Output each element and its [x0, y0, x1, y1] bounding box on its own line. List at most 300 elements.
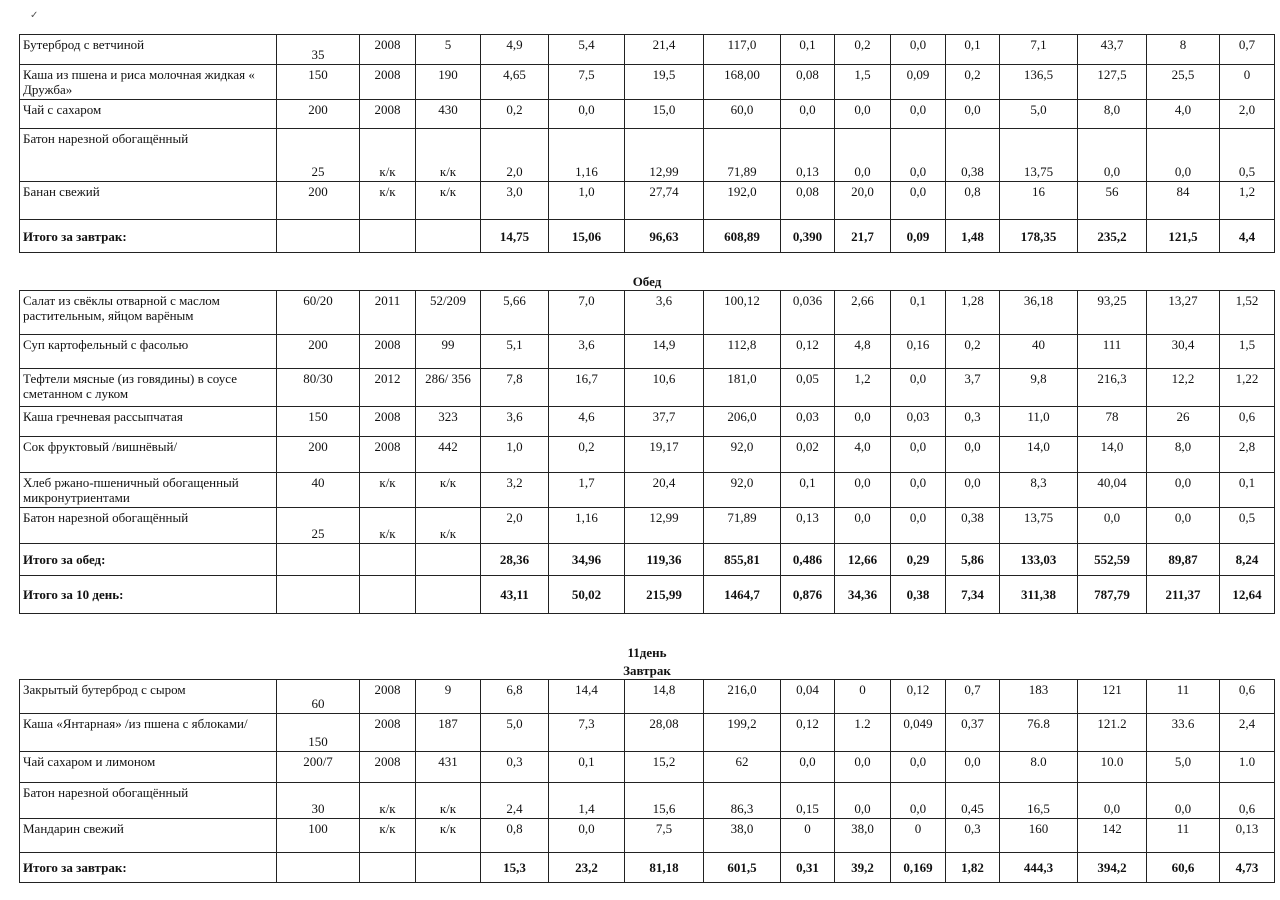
table-row: [20, 818, 1275, 852]
total-value: 8,24: [1220, 544, 1275, 576]
table-row: [20, 751, 1275, 782]
nutrient-value: 5,1: [481, 335, 549, 369]
empty-cell: [416, 576, 481, 614]
nutrient-value: 78: [1078, 407, 1147, 437]
total-label: Итого за завтрак:: [20, 220, 277, 253]
total-value: 81,18: [625, 852, 704, 882]
nutrient-value: 4,8: [835, 335, 891, 369]
nutrient-value: 38,0: [704, 818, 781, 852]
total-value: 608,89: [704, 220, 781, 253]
recipe-year: к/к: [360, 508, 416, 544]
total-label: Итого за завтрак:: [20, 852, 277, 882]
nutrient-value: 0,7: [946, 679, 1000, 713]
nutrient-value: 60,0: [704, 100, 781, 129]
nutrient-value: 7,5: [549, 65, 625, 100]
nutrient-value: 13,27: [1147, 291, 1220, 335]
recipe-number: к/к: [416, 129, 481, 182]
nutrient-value: 0,2: [835, 35, 891, 65]
recipe-year: к/к: [360, 129, 416, 182]
nutrient-value: 43,7: [1078, 35, 1147, 65]
nutrient-value: 142: [1078, 818, 1147, 852]
nutrient-value: 111: [1078, 335, 1147, 369]
nutrient-value: 0,09: [891, 65, 946, 100]
portion-weight: 150: [277, 713, 360, 751]
nutrient-value: 0,0: [946, 751, 1000, 782]
nutrient-value: 0,0: [835, 508, 891, 544]
nutrient-value: 0,036: [781, 291, 835, 335]
nutrient-value: 1,2: [1220, 182, 1275, 220]
total-value: 96,63: [625, 220, 704, 253]
nutrient-value: 71,89: [704, 508, 781, 544]
nutrient-value: 0,6: [1220, 407, 1275, 437]
nutrient-value: 0,13: [1220, 818, 1275, 852]
nutrient-value: 76.8: [1000, 713, 1078, 751]
section-title-day11: 11день: [627, 644, 667, 660]
nutrient-value: 2,66: [835, 291, 891, 335]
nutrient-value: 9,8: [1000, 369, 1078, 407]
nutrient-value: 216,3: [1078, 369, 1147, 407]
nutrient-value: 0,16: [891, 335, 946, 369]
total-row: [20, 852, 1275, 882]
nutrient-value: 3,6: [625, 291, 704, 335]
nutrient-value: 0,0: [891, 369, 946, 407]
nutrient-value: 0,12: [891, 679, 946, 713]
recipe-year: к/к: [360, 182, 416, 220]
nutrient-value: 15,2: [625, 751, 704, 782]
dish-name: Батон нарезной обогащённый: [20, 508, 277, 544]
nutrient-value: 56: [1078, 182, 1147, 220]
total-value: 7,34: [946, 576, 1000, 614]
nutrient-value: 2,4: [1220, 713, 1275, 751]
total-value: 12,66: [835, 544, 891, 576]
nutrient-value: 27,74: [625, 182, 704, 220]
recipe-number: 9: [416, 679, 481, 713]
nutrient-value: 13,75: [1000, 129, 1078, 182]
recipe-number: 323: [416, 407, 481, 437]
recipe-year: 2008: [360, 335, 416, 369]
portion-weight: 200: [277, 182, 360, 220]
nutrient-value: 0,1: [891, 291, 946, 335]
total-value: 0,390: [781, 220, 835, 253]
nutrient-value: 2,0: [481, 129, 549, 182]
dish-name: Каша гречневая рассыпчатая: [20, 407, 277, 437]
nutrient-value: 0,04: [781, 679, 835, 713]
recipe-year: к/к: [360, 818, 416, 852]
nutrient-value: 0,1: [549, 751, 625, 782]
nutrient-value: 86,3: [704, 782, 781, 818]
nutrient-value: 19,17: [625, 437, 704, 473]
nutrient-value: 0,45: [946, 782, 1000, 818]
nutrient-value: 33.6: [1147, 713, 1220, 751]
nutrient-value: 181,0: [704, 369, 781, 407]
nutrient-value: 117,0: [704, 35, 781, 65]
nutrient-value: 192,0: [704, 182, 781, 220]
dish-name: Каша из пшена и риса молочная жидкая « Дружба»: [20, 65, 277, 100]
nutrient-value: 0,0: [891, 182, 946, 220]
table-row: [20, 713, 1275, 751]
total-value: 787,79: [1078, 576, 1147, 614]
nutrient-value: 2,0: [1220, 100, 1275, 129]
nutrient-value: 2,8: [1220, 437, 1275, 473]
total-value: 50,02: [549, 576, 625, 614]
nutrient-value: 0,0: [781, 751, 835, 782]
nutrient-value: 1,22: [1220, 369, 1275, 407]
scan-mark: ✓: [30, 10, 39, 21]
total-value: 311,38: [1000, 576, 1078, 614]
nutrient-value: 1,2: [835, 369, 891, 407]
portion-weight: 35: [277, 35, 360, 65]
recipe-number: к/к: [416, 182, 481, 220]
nutrient-value: 0,08: [781, 65, 835, 100]
nutrient-value: 0: [1220, 65, 1275, 100]
nutrient-value: 0,38: [946, 129, 1000, 182]
portion-weight: 200: [277, 100, 360, 129]
dish-name: Закрытый бутерброд с сыром: [20, 679, 277, 713]
nutrient-value: 0,2: [946, 65, 1000, 100]
recipe-year: 2008: [360, 679, 416, 713]
total-label: Итого за 10 день:: [20, 576, 277, 614]
nutrient-value: 5,0: [1000, 100, 1078, 129]
dish-name: Салат из свёклы отварной с маслом растительным, яйцом варёным: [20, 291, 277, 335]
nutrient-value: 2,4: [481, 782, 549, 818]
nutrient-value: 0,03: [781, 407, 835, 437]
nutrient-value: 0,1: [946, 35, 1000, 65]
nutrient-value: 0,0: [891, 508, 946, 544]
nutrient-value: 1,52: [1220, 291, 1275, 335]
recipe-number: 5: [416, 35, 481, 65]
nutrient-value: 0,0: [946, 100, 1000, 129]
nutrient-value: 8,3: [1000, 473, 1078, 508]
total-value: 43,11: [481, 576, 549, 614]
total-value: 215,99: [625, 576, 704, 614]
nutrient-value: 0,0: [781, 100, 835, 129]
total-value: 60,6: [1147, 852, 1220, 882]
dish-name: Бутерброд с ветчиной: [20, 35, 277, 65]
nutrient-value: 0,0: [835, 782, 891, 818]
nutrient-value: 0,0: [946, 437, 1000, 473]
total-value: 4,4: [1220, 220, 1275, 253]
nutrient-value: 3,6: [481, 407, 549, 437]
table-row: [20, 508, 1275, 544]
empty-cell: [360, 852, 416, 882]
total-value: 39,2: [835, 852, 891, 882]
nutrient-value: 0,2: [549, 437, 625, 473]
nutrient-value: 0,0: [835, 473, 891, 508]
total-value: 0,486: [781, 544, 835, 576]
total-value: 1,82: [946, 852, 1000, 882]
nutrient-value: 0,0: [835, 100, 891, 129]
nutrient-value: 0,0: [891, 751, 946, 782]
total-value: 855,81: [704, 544, 781, 576]
portion-weight: 25: [277, 129, 360, 182]
portion-weight: 200: [277, 437, 360, 473]
nutrient-value: 92,0: [704, 437, 781, 473]
nutrient-value: 4,9: [481, 35, 549, 65]
nutrient-value: 15,6: [625, 782, 704, 818]
empty-cell: [416, 544, 481, 576]
nutrient-value: 0,02: [781, 437, 835, 473]
portion-weight: 60/20: [277, 291, 360, 335]
nutrient-value: 1,5: [835, 65, 891, 100]
nutrient-value: 0,0: [891, 473, 946, 508]
nutrient-value: 11,0: [1000, 407, 1078, 437]
total-value: 0,876: [781, 576, 835, 614]
nutrient-value: 5,66: [481, 291, 549, 335]
nutrient-value: 0,6: [1220, 679, 1275, 713]
section-row: [20, 253, 1275, 291]
table-row: [20, 65, 1275, 100]
total-label: Итого за обед:: [20, 544, 277, 576]
nutrient-value: 7,8: [481, 369, 549, 407]
total-value: 34,36: [835, 576, 891, 614]
table-row: [20, 437, 1275, 473]
recipe-year: 2008: [360, 407, 416, 437]
table-row: [20, 782, 1275, 818]
nutrient-value: 121.2: [1078, 713, 1147, 751]
nutrient-value: 8,0: [1147, 437, 1220, 473]
nutrient-value: 0,5: [1220, 129, 1275, 182]
nutrient-value: 10.0: [1078, 751, 1147, 782]
nutrient-value: 14,8: [625, 679, 704, 713]
recipe-number: 52/209: [416, 291, 481, 335]
nutrient-value: 199,2: [704, 713, 781, 751]
nutrition-table: [19, 34, 1275, 883]
nutrient-value: 0,049: [891, 713, 946, 751]
nutrient-value: 0,0: [835, 407, 891, 437]
nutrient-value: 0,0: [1078, 782, 1147, 818]
total-value: 552,59: [1078, 544, 1147, 576]
nutrient-value: 2,0: [481, 508, 549, 544]
nutrient-value: 92,0: [704, 473, 781, 508]
nutrient-value: 0,03: [891, 407, 946, 437]
dish-name: Мандарин свежий: [20, 818, 277, 852]
empty-cell: [360, 220, 416, 253]
nutrient-value: 7,3: [549, 713, 625, 751]
nutrient-value: 0,0: [891, 100, 946, 129]
nutrient-value: 19,5: [625, 65, 704, 100]
nutrient-value: 38,0: [835, 818, 891, 852]
nutrient-value: 3,0: [481, 182, 549, 220]
nutrient-value: 28,08: [625, 713, 704, 751]
nutrient-value: 0,0: [1147, 508, 1220, 544]
nutrient-value: 0,7: [1220, 35, 1275, 65]
table-row: [20, 335, 1275, 369]
total-value: 14,75: [481, 220, 549, 253]
nutrient-value: 0,3: [946, 818, 1000, 852]
total-value: 178,35: [1000, 220, 1078, 253]
nutrient-value: 0,3: [946, 407, 1000, 437]
table-row: [20, 291, 1275, 335]
nutrient-value: 4,6: [549, 407, 625, 437]
nutrient-value: 20,4: [625, 473, 704, 508]
nutrient-value: 11: [1147, 818, 1220, 852]
nutrient-value: 0,2: [946, 335, 1000, 369]
total-value: 4,73: [1220, 852, 1275, 882]
total-value: 211,37: [1147, 576, 1220, 614]
section-row: [20, 639, 1275, 661]
dish-name: Батон нарезной обогащённый: [20, 129, 277, 182]
table-row: [20, 369, 1275, 407]
nutrient-value: 12,2: [1147, 369, 1220, 407]
nutrient-value: 12,99: [625, 508, 704, 544]
total-value: 21,7: [835, 220, 891, 253]
total-value: 394,2: [1078, 852, 1147, 882]
nutrient-value: 1,7: [549, 473, 625, 508]
portion-weight: 100: [277, 818, 360, 852]
nutrient-value: 0,0: [1078, 129, 1147, 182]
nutrient-value: 6,8: [481, 679, 549, 713]
nutrient-value: 8.0: [1000, 751, 1078, 782]
total-value: 15,06: [549, 220, 625, 253]
total-value: 0,169: [891, 852, 946, 882]
nutrient-value: 0,13: [781, 508, 835, 544]
nutrient-value: 15,0: [625, 100, 704, 129]
dish-name: Батон нарезной обогащённый: [20, 782, 277, 818]
nutrient-value: 1,16: [549, 508, 625, 544]
nutrient-value: 0,5: [1220, 508, 1275, 544]
nutrient-value: 3,6: [549, 335, 625, 369]
nutrient-value: 160: [1000, 818, 1078, 852]
recipe-year: 2008: [360, 35, 416, 65]
nutrient-value: 0,15: [781, 782, 835, 818]
recipe-number: 431: [416, 751, 481, 782]
dish-name: Чай сахаром и лимоном: [20, 751, 277, 782]
nutrient-value: 5,4: [549, 35, 625, 65]
recipe-year: к/к: [360, 782, 416, 818]
portion-weight: 200: [277, 335, 360, 369]
nutrient-value: 14,0: [1078, 437, 1147, 473]
nutrient-value: 84: [1147, 182, 1220, 220]
section-row: [20, 614, 1275, 639]
total-value: 0,31: [781, 852, 835, 882]
spacer: [20, 614, 1275, 639]
nutrient-value: 121: [1078, 679, 1147, 713]
nutrient-value: 1,0: [481, 437, 549, 473]
recipe-year: 2008: [360, 65, 416, 100]
total-row: [20, 220, 1275, 253]
nutrient-value: 40: [1000, 335, 1078, 369]
total-value: 89,87: [1147, 544, 1220, 576]
recipe-year: 2012: [360, 369, 416, 407]
total-value: 235,2: [1078, 220, 1147, 253]
portion-weight: 25: [277, 508, 360, 544]
nutrient-value: 71,89: [704, 129, 781, 182]
section-title-breakfast: Завтрак: [623, 662, 671, 678]
nutrient-value: 0,2: [481, 100, 549, 129]
nutrient-value: 0,0: [891, 35, 946, 65]
nutrient-value: 0,0: [549, 100, 625, 129]
nutrient-value: 1,28: [946, 291, 1000, 335]
nutrient-value: 14,4: [549, 679, 625, 713]
total-value: 0,09: [891, 220, 946, 253]
section-row: [20, 661, 1275, 680]
nutrient-value: 4,0: [1147, 100, 1220, 129]
recipe-number: 99: [416, 335, 481, 369]
nutrient-value: 0,0: [835, 129, 891, 182]
nutrient-value: 0,0: [946, 473, 1000, 508]
nutrient-value: 12,99: [625, 129, 704, 182]
recipe-number: к/к: [416, 818, 481, 852]
nutrient-value: 20,0: [835, 182, 891, 220]
total-value: 1,48: [946, 220, 1000, 253]
empty-cell: [360, 576, 416, 614]
nutrient-value: 0,08: [781, 182, 835, 220]
nutrient-value: 0,8: [946, 182, 1000, 220]
nutrient-value: 0: [891, 818, 946, 852]
total-value: 28,36: [481, 544, 549, 576]
recipe-number: 430: [416, 100, 481, 129]
nutrient-value: 4,65: [481, 65, 549, 100]
nutrient-value: 7,1: [1000, 35, 1078, 65]
dish-name: Хлеб ржано-пшеничный обогащенный микронутриентами: [20, 473, 277, 508]
portion-weight: 30: [277, 782, 360, 818]
total-value: 601,5: [704, 852, 781, 882]
nutrient-value: 1.0: [1220, 751, 1275, 782]
dish-name: Чай с сахаром: [20, 100, 277, 129]
nutrient-value: 13,75: [1000, 508, 1078, 544]
nutrient-value: 7,5: [625, 818, 704, 852]
nutrient-value: 16,5: [1000, 782, 1078, 818]
nutrient-value: 25,5: [1147, 65, 1220, 100]
nutrient-value: 8,0: [1078, 100, 1147, 129]
nutrient-value: 26: [1147, 407, 1220, 437]
nutrient-value: 0,3: [481, 751, 549, 782]
recipe-year: 2008: [360, 751, 416, 782]
nutrient-value: 0,13: [781, 129, 835, 182]
nutrient-value: 36,18: [1000, 291, 1078, 335]
nutrient-value: 216,0: [704, 679, 781, 713]
nutrient-value: 0,0: [1147, 782, 1220, 818]
nutrient-value: 0,0: [835, 751, 891, 782]
total-value: 1464,7: [704, 576, 781, 614]
total-value: 34,96: [549, 544, 625, 576]
empty-cell: [277, 576, 360, 614]
dish-name: Суп картофельный с фасолью: [20, 335, 277, 369]
table-row: [20, 129, 1275, 182]
nutrient-value: 1,16: [549, 129, 625, 182]
table-row: [20, 100, 1275, 129]
nutrient-value: 14,0: [1000, 437, 1078, 473]
nutrient-value: 37,7: [625, 407, 704, 437]
recipe-year: 2008: [360, 100, 416, 129]
recipe-number: 442: [416, 437, 481, 473]
total-value: 121,5: [1147, 220, 1220, 253]
nutrient-value: 183: [1000, 679, 1078, 713]
total-value: 119,36: [625, 544, 704, 576]
nutrient-value: 16,7: [549, 369, 625, 407]
nutrient-value: 136,5: [1000, 65, 1078, 100]
dish-name: Сок фруктовый /вишнёвый/: [20, 437, 277, 473]
nutrient-value: 0,0: [891, 437, 946, 473]
nutrient-value: 0,37: [946, 713, 1000, 751]
nutrient-value: 40,04: [1078, 473, 1147, 508]
total-value: 15,3: [481, 852, 549, 882]
empty-cell: [277, 544, 360, 576]
nutrient-value: 1,5: [1220, 335, 1275, 369]
recipe-number: 187: [416, 713, 481, 751]
recipe-number: 286/ 356: [416, 369, 481, 407]
nutrient-value: 0: [835, 679, 891, 713]
total-value: 5,86: [946, 544, 1000, 576]
nutrient-value: 0,12: [781, 713, 835, 751]
total-row: [20, 576, 1275, 614]
recipe-number: 190: [416, 65, 481, 100]
table-row: [20, 182, 1275, 220]
nutrient-value: 206,0: [704, 407, 781, 437]
total-row: [20, 544, 1275, 576]
empty-cell: [277, 220, 360, 253]
portion-weight: 80/30: [277, 369, 360, 407]
